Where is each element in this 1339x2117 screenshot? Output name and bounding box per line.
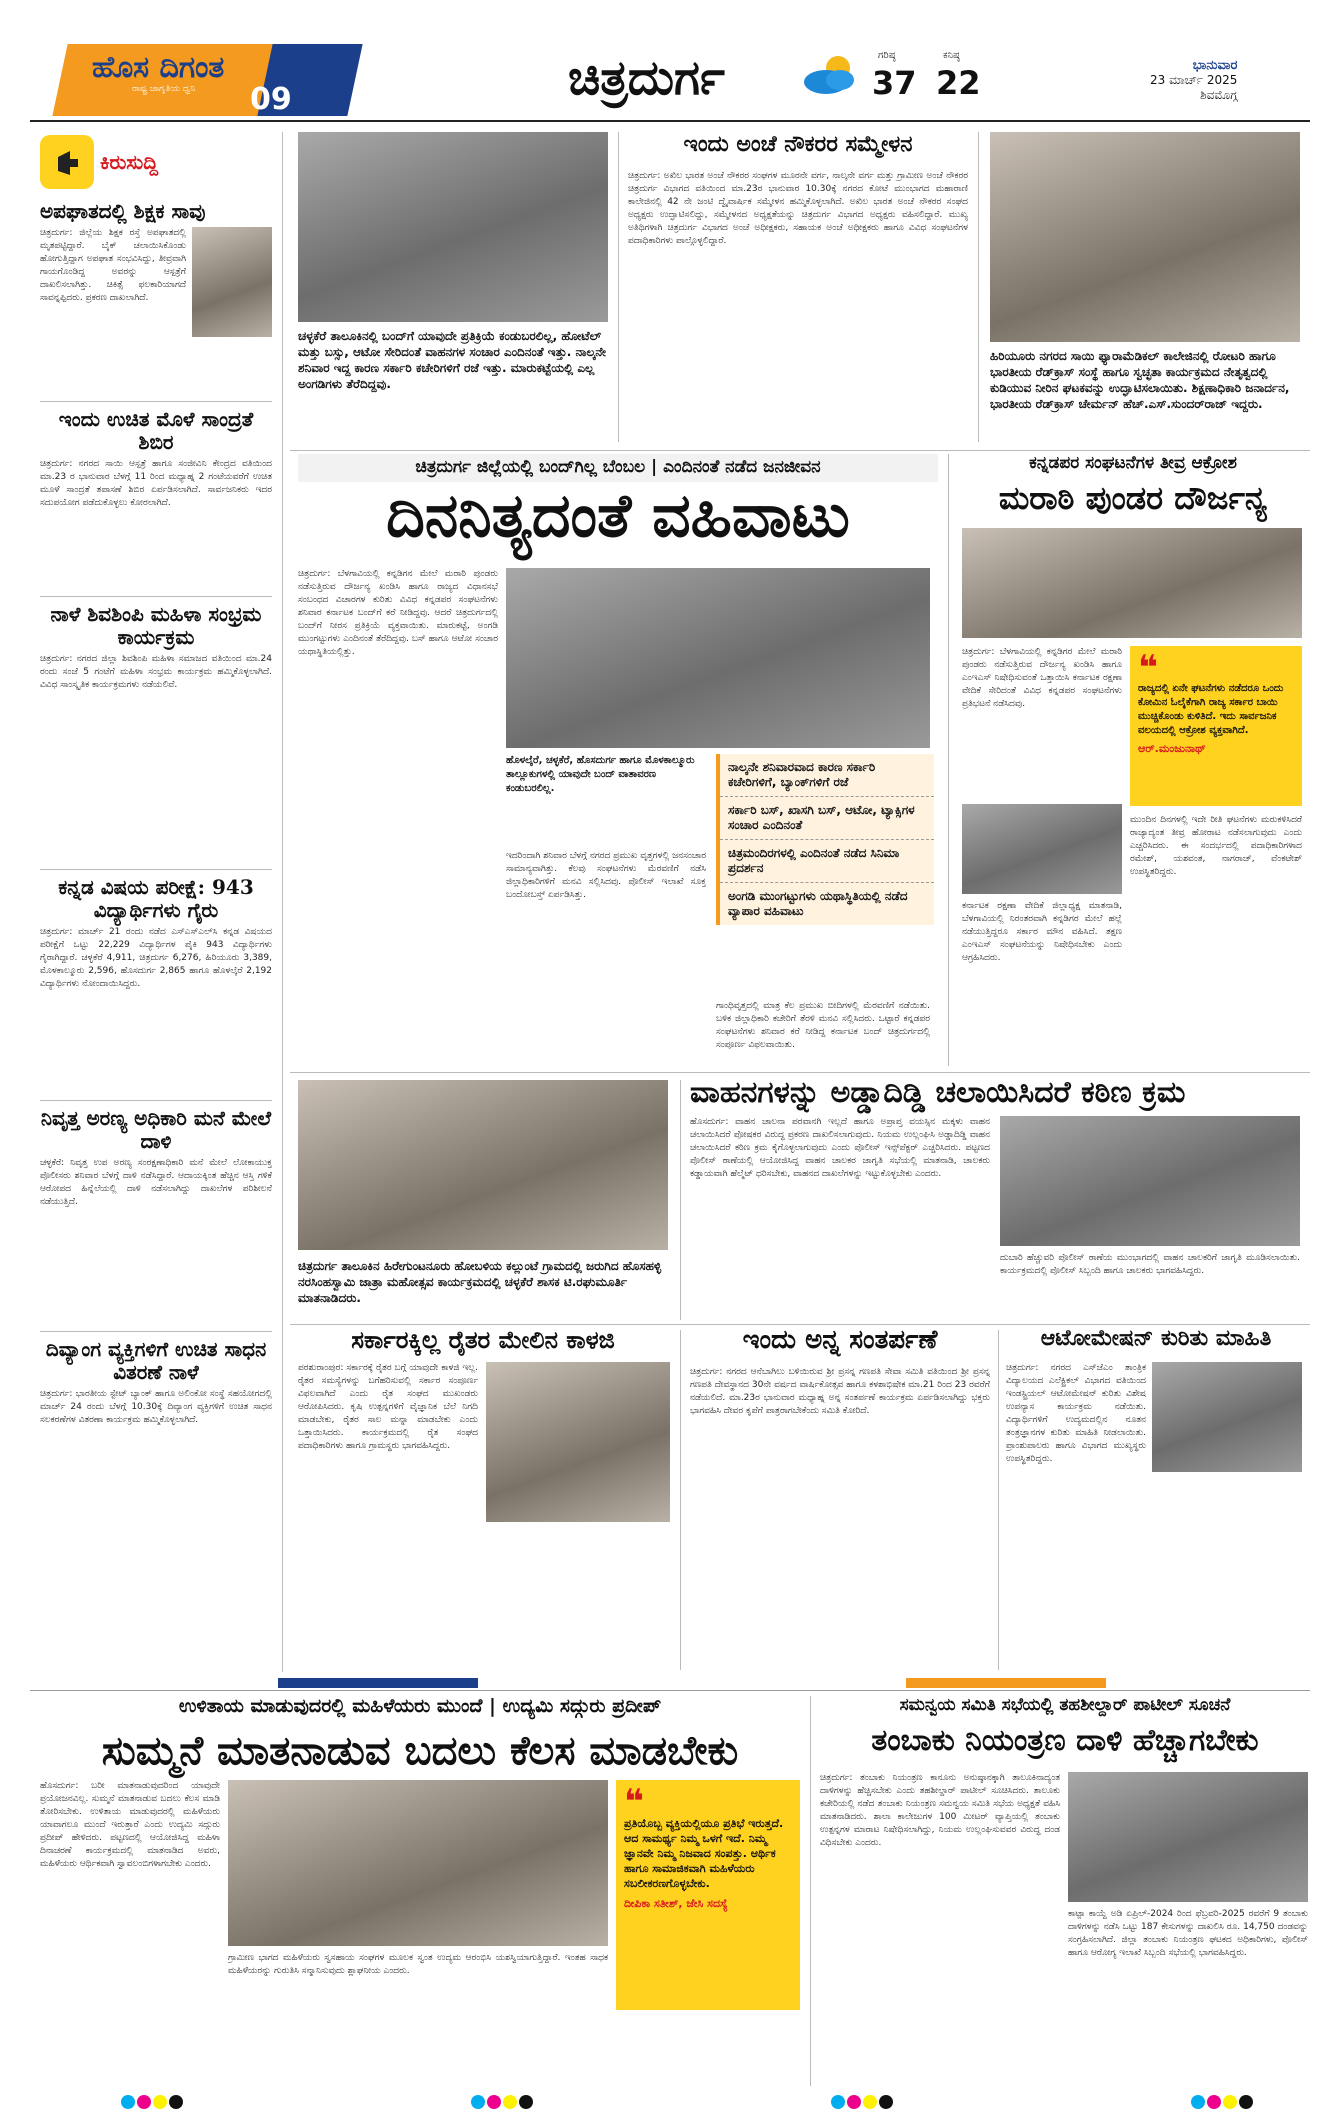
brief-item-body: ಚಳ್ಳಕೆರೆ: ನಿವೃತ್ತ ಉಪ ಅರಣ್ಯ ಸಂರಕ್ಷಣಾಧಿಕಾರಿ ಮನೆ ಮೇಲೆ ಲೋಕಾಯುಕ್ತ ಪೊಲೀಸರು ಶನಿವಾರ ಬೆಳಗ್ಗೆ ದಾಳಿ ನಡೆಸಿದ್ದಾರೆ. ಆದಾಯಕ್ಕಿಂತ ಹೆಚ್ಚಿನ ಆಸ್ತಿ ಗಳಿಕೆ ಆರೋಪದ ಹಿನ್ನೆಲೆಯಲ್ಲಿ ದಾಳಿ ನಡೆಸಲಾಗಿದ್ದು ದಾಖಲೆಗಳ ಪರಿಶೀಲನೆ ನಡೆಯುತ್ತಿದೆ. [40, 1158, 272, 1207]
brief-item-title: ನಿವೃತ್ತ ಅರಣ್ಯ ಅಧಿಕಾರಿ ಮನೆ ಮೇಲೆ ದಾಳಿ [40, 1106, 272, 1153]
automation-body: ಚಿತ್ರದುರ್ಗ: ನಗರದ ಎಸ್‌ಜೆಎಂ ತಾಂತ್ರಿಕ ವಿದ್ಯಾಲಯದ ಎಲೆಕ್ಟ್ರಿಕಲ್ ವಿಭಾಗದ ವತಿಯಿಂದ ಇಂಡಸ್ಟ್ರಿಯಲ್ ಆಟೋಮೇಷನ್ ಕುರಿತು ವಿಶೇಷ ಉಪನ್ಯಾಸ ಕಾರ್ಯಕ್ರಮ ನಡೆಯಿತು. ವಿದ್ಯಾರ್ಥಿಗಳಿಗೆ ಉದ್ಯಮದಲ್ಲಿನ ನೂತನ ತಂತ್ರಜ್ಞಾನಗಳ ಕುರಿತು ಮಾಹಿತಿ ನೀಡಲಾಯಿತು. ಪ್ರಾಂಶುಪಾಲರು ಹಾಗೂ ವಿಭಾಗದ ಮುಖ್ಯಸ್ಥರು ಉಪಸ್ಥಿತರಿದ್ದರು. [1006, 1363, 1146, 1464]
section-divider [30, 1690, 1310, 1691]
committee-meeting-photo [1068, 1772, 1308, 1902]
annadaan-body: ಚಿತ್ರದುರ್ಗ: ನಗರದ ಆನೆಬಾಗಿಲು ಬಳಿಯಿರುವ ಶ್ರೀ ಪ್ರಸನ್ನ ಗಣಪತಿ ಸೇವಾ ಸಮಿತಿ ವತಿಯಿಂದ ಶ್ರೀ ಪ್ರಸನ್ನ ಗಣಪತಿ ದೇವಸ್ಥಾನದ 30ನೇ ವರ್ಷದ ವಾರ್ಷಿಕೋತ್ಸವ ಹಾಗೂ ಕಳಶಾಭಿಷೇಕ ಮಾ.21 ರಿಂದ 23 ರವರೆಗೆ ನಡೆಯಲಿದೆ. ಮಾ.23ರ ಭಾನುವಾರ ಮಧ್ಯಾಹ್ನ ಅನ್ನ ಸಂತರ್ಪಣೆ ಕಾರ್ಯಕ್ರಮ ಏರ್ಪಡಿಸಲಾಗಿದ್ದು ಭಕ್ತರು ಭಾಗವಹಿಸಿ ದೇವರ ಕೃಪೆಗೆ ಪಾತ್ರರಾಗಬೇಕೆಂದು ಸಮಿತಿ ಕೋರಿದೆ. [690, 1367, 990, 1416]
issue-date: 23 ಮಾರ್ಚ್ 2025 [1150, 73, 1238, 87]
quote-text: ಪ್ರತಿಯೊಬ್ಬ ವ್ಯಕ್ತಿಯಲ್ಲಿಯೂ ಪ್ರತಿಭೆ ಇರುತ್ತದೆ. ಆದ ಸಾಮರ್ಥ್ಯ ನಿಮ್ಮ ಒಳಗೆ ಇದೆ. ನಿಮ್ಮ ಜ್ಞಾನವೇ ನಿಮ್ಮ ನಿಜವಾದ ಸಂಪತ್ತು. ಆರ್ಥಿಕ ಹಾಗೂ ಸಾಮಾಜಿಕವಾಗಿ ಮಹಿಳೆಯರು ಸಬಲೀಕರಣಗೊಳ್ಳಬೇಕು. [624, 1817, 784, 1890]
edition-city-title: ಚಿತ್ರದುರ್ಗ [568, 50, 725, 106]
max-temp: 37 [872, 64, 917, 102]
photo-caption: ಚಳ್ಳಕೆರೆ ತಾಲೂಕಿನಲ್ಲಿ ಬಂದ್‌ಗೆ ಯಾವುದೇ ಪ್ರತಿಕ್ರಿಯೆ ಕಂಡುಬರಲಿಲ್ಲ, ಹೋಟೆಲ್ ಮತ್ತು ಬಸ್ಸು, ಆಟೋ ಸೇರಿದಂತೆ ವಾಹನಗಳ ಸಂಚಾರ ಎಂದಿನಂತೆ ಇತ್ತು. ನಾಲ್ಕನೇ ಶನಿವಾರ ಇದ್ದ ಕಾರಣ ಸರ್ಕಾರಿ ಕಚೇರಿಗಳಿಗೆ ರಜೆ ಇತ್ತು. ಮಾರುಕಟ್ಟೆಯಲ್ಲಿ ಎಲ್ಲ ಅಂಗಡಿಗಳು ತೆರೆದಿದ್ದವು. [298, 329, 606, 391]
print-registration-marks [830, 2094, 894, 2113]
edition-name: ಶಿವಮೊಗ್ಗ [1200, 88, 1238, 102]
tobacco-body: ಚಿತ್ರದುರ್ಗ: ತಂಬಾಕು ನಿಯಂತ್ರಣ ಕಾನೂನು ಅನುಷ್ಠಾನಕ್ಕಾಗಿ ತಾಲೂಕಿನಾದ್ಯಂತ ದಾಳಿಗಳನ್ನು ಹೆಚ್ಚಿಸಬೇಕು ಎಂದು ತಹಶೀಲ್ದಾರ್ ಪಾಟೀಲ್ ಸೂಚಿಸಿದರು. ತಾಲೂಕು ಕಚೇರಿಯಲ್ಲಿ ನಡೆದ ತಂಬಾಕು ನಿಯಂತ್ರಣ ಸಮನ್ವಯ ಸಮಿತಿ ಸಭೆಯ ಅಧ್ಯಕ್ಷತೆ ವಹಿಸಿ ಮಾತನಾಡಿದರು. ಶಾಲಾ ಕಾಲೇಜುಗಳ 100 ಮೀಟರ್ ವ್ಯಾಪ್ತಿಯಲ್ಲಿ ತಂಬಾಕು ಉತ್ಪನ್ನಗಳ ಮಾರಾಟ ನಿಷೇಧಿಸಲಾಗಿದ್ದು, ನಿಯಮ ಉಲ್ಲಂಘಿಸುವವರ ವಿರುದ್ಧ ದಂಡ ವಿಧಿಸಬೇಕು ಎಂದರು. [820, 1773, 1060, 1848]
print-registration-marks [120, 2094, 184, 2113]
women-quote-box [616, 1780, 800, 2010]
megaphone-hand-icon [40, 135, 94, 189]
farmers-meeting-photo [486, 1362, 670, 1522]
lead-body-col3: ಗಾಂಧಿವೃತ್ತದಲ್ಲಿ ಮಾತ್ರ ಕೆಲ ಪ್ರಮುಖ ಬೀದಿಗಳಲ್ಲಿ ಮೆರವಣಿಗೆ ನಡೆಯಿತು. ಬಳಿಕ ಜಿಲ್ಲಾಧಿಕಾರಿ ಕಚೇರಿಗೆ ತೆರಳಿ ಮನವಿ ಸಲ್ಲಿಸಿದರು. ಒಟ್ಟಾರೆ ಕನ್ನಡಪರ ಸಂಘಟನೆಗಳು ಶನಿವಾರ ಕರೆ ನೀಡಿದ್ದ ಕರ್ನಾಟಕ ಬಂದ್ ಚಿತ್ರದುರ್ಗದಲ್ಲಿ ಸಂಪೂರ್ಣ ವಿಫಲವಾಯಿತು. [716, 1001, 930, 1050]
min-temp: 22 [936, 64, 981, 102]
farmers-body: ಪರಶುರಾಂಪುರ: ಸರ್ಕಾರಕ್ಕೆ ರೈತರ ಬಗ್ಗೆ ಯಾವುದೇ ಕಾಳಜಿ ಇಲ್ಲ. ರೈತರ ಸಮಸ್ಯೆಗಳನ್ನು ಬಗೆಹರಿಸುವಲ್ಲಿ ಸರ್ಕಾರ ಸಂಪೂರ್ಣ ವಿಫಲವಾಗಿದೆ ಎಂದು ರೈತ ಸಂಘದ ಮುಖಂಡರು ಆರೋಪಿಸಿದರು. ಕೃಷಿ ಉತ್ಪನ್ನಗಳಿಗೆ ವೈಜ್ಞಾನಿಕ ಬೆಲೆ ನಿಗದಿ ಮಾಡಬೇಕು, ರೈತರ ಸಾಲ ಮನ್ನಾ ಮಾಡಬೇಕು ಎಂದು ಒತ್ತಾಯಿಸಿದರು. ಕಾರ್ಯಕ್ರಮದಲ್ಲಿ ರೈತ ಸಂಘದ ಪದಾಧಿಕಾರಿಗಳು ಹಾಗೂ ಗ್ರಾಮಸ್ಥರು ಭಾಗವಹಿಸಿದ್ದರು. [298, 1363, 478, 1451]
section-divider [290, 450, 1310, 451]
vehicles-headline: ವಾಹನಗಳನ್ನು ಅಡ್ಡಾದಿಡ್ಡಿ ಚಲಾಯಿಸಿದರೆ ಕಠಿಣ ಕ್ರಮ [690, 1075, 1186, 1110]
brief-item-body: ಚಿತ್ರದುರ್ಗ: ನಗರದ ಜಿಲ್ಲಾ ಶಿವಶಿಂಪಿ ಮಹಿಳಾ ಸಮಾಜದ ವತಿಯಿಂದ ಮಾ.24 ರಂದು ಸಂಜೆ 5 ಗಂಟೆಗೆ ಮಹಿಳಾ ಸಂಭ್ರಮ ಕಾರ್ಯಕ್ರಮ ಹಮ್ಮಿಕೊಳ್ಳಲಾಗಿದೆ. ವಿವಿಧ ಸಾಂಸ್ಕೃತಿಕ ಕಾರ್ಯಕ್ರಮಗಳು ನಡೆಯಲಿವೆ. [40, 654, 272, 690]
column-divider [680, 1080, 681, 1320]
brief-item-title: ಇಂದು ಉಚಿತ ಮೊಳೆ ಸಾಂದ್ರತೆ ಶಿಬಿರ [58, 407, 254, 454]
vehicles-caption: ದುಬಾರಿ ಹೆಚ್ಚುವರಿ ಪೊಲೀಸ್ ಠಾಣೆಯ ಮುಂಭಾಗದಲ್ಲಿ ವಾಹನ ಚಾಲಕರಿಗೆ ಜಾಗೃತಿ ಮೂಡಿಸಲಾಯಿತು. ಕಾರ್ಯಕ್ರಮದಲ್ಲಿ ಪೊಲೀಸ್ ಸಿಬ್ಬಂದಿ ಹಾಗೂ ಚಾಲಕರು ಭಾಗವಹಿಸಿದ್ದರು. [1000, 1253, 1300, 1276]
date-block [1150, 58, 1237, 103]
print-registration-marks [1190, 2094, 1254, 2113]
quote-author: ಆರ್.ಮಂಜುನಾಥ್ [1138, 742, 1206, 755]
quote-mark-icon: ❝ [624, 1782, 644, 1822]
photo-caption: ಹಿರಿಯೂರು ನಗರದ ಸಾಯಿ ಫ್ಯಾರಾಮೆಡಿಕಲ್ ಕಾಲೇಜಿನಲ್ಲಿ ರೋಟರಿ ಹಾಗೂ ಭಾರತೀಯ ರೆಡ್‌ಕ್ರಾಸ್ ಸಂಸ್ಥೆ ಹಾಗೂ ಸ್ವಚ್ಛತಾ ಕಾರ್ಯಕ್ರಮದ ನೇತೃತ್ವದಲ್ಲಿ ಕುಡಿಯುವ ನೀರಿನ ಘಟಕವನ್ನು ಉದ್ಘಾಟಿಸಲಾಯಿತು. ಶಿಕ್ಷಣಾಧಿಕಾರಿ ಜನಾರ್ದನ, ಭಾರತೀಯ ರೆಡ್‌ಕ್ರಾಸ್ ಚೇರ್ಮನ್ ಹೆಚ್.ಎಸ್.ಸುಂದರ್‌ರಾಜ್ ಇದ್ದರು. [990, 349, 1290, 411]
brief-item [40, 401, 272, 588]
lead-headline: ದಿನನಿತ್ಯದಂತೆ ವಹಿವಾಟು [386, 481, 850, 551]
farmers-headline: ಸರ್ಕಾರಕ್ಕಿಲ್ಲ ರೈತರ ಮೇಲಿನ ಕಾಳಜಿ [351, 1325, 615, 1354]
lead-body-col2: ಇದರಿಂದಾಗಿ ಶನಿವಾರ ಬೆಳಗ್ಗೆ ನಗರದ ಪ್ರಮುಖ ವೃತ್ತಗಳಲ್ಲಿ ಜನಸಂಚಾರ ಸಾಮಾನ್ಯವಾಗಿತ್ತು. ಕೆಲವು ಸಂಘಟನೆಗಳು ಮೆರವಣಿಗೆ ನಡೆಸಿ ಜಿಲ್ಲಾಧಿಕಾರಿಗಳಿಗೆ ಮನವಿ ಸಲ್ಲಿಸಿದವು. ಪೊಲೀಸ್ ಇಲಾಖೆ ಸೂಕ್ತ ಬಂದೋಬಸ್ತ್ ಏರ್ಪಡಿಸಿತ್ತು. [506, 851, 706, 900]
postal-article-body: ಚಿತ್ರದುರ್ಗ: ಅಖಿಲ ಭಾರತ ಅಂಚೆ ನೌಕರರ ಸಂಘಗಳ ಮೂರನೇ ವರ್ಗ, ನಾಲ್ಕನೇ ವರ್ಗ ಮತ್ತು ಗ್ರಾಮೀಣ ಅಂಚೆ ನೌಕರರ ಚಿತ್ರದುರ್ಗ ವಿಭಾಗದ ವತಿಯಿಂದ ಮಾ.23ರ ಭಾನುವಾರ 10.30ಕ್ಕೆ ನಗರದ ಕೋಟೆ ಮುಂಭಾಗದ ಮಹಾರಾಣಿ ಕಾಲೇಜಿನಲ್ಲಿ 42 ನೇ ಜಂಟಿ ದ್ವೈವಾರ್ಷಿಕ ಸಮ್ಮೇಳನ ಹಮ್ಮಿಕೊಳ್ಳಲಾಗಿದೆ. ಅಖಿಲ ಭಾರತ ಅಂಚೆ ನೌಕರರ ಸಂಘದ ಅಧ್ಯಕ್ಷರು ಉದ್ಘಾಟಿಸಲಿದ್ದು, ಸಮ್ಮೇಳನದ ಅಧ್ಯಕ್ಷತೆಯನ್ನು ಚಿತ್ರದುರ್ಗ ವಿಭಾಗದ ಅಧ್ಯಕ್ಷರು ವಹಿಸಲಿದ್ದಾರೆ. ಮುಖ್ಯ ಅತಿಥಿಗಳಾಗಿ ಚಿತ್ರದುರ್ಗ ವಿಭಾಗದ ಅಂಚೆ ಅಧೀಕ್ಷಕರು, ಸಹಾಯಕ ಅಂಚೆ ಅಧೀಕ್ಷಕರು ಹಾಗೂ ವಿವಿಧ ಸಂಘಟನೆಗಳ ಪದಾಧಿಕಾರಿಗಳು ಪಾಲ್ಗೊಳ್ಳಲಿದ್ದಾರೆ. [628, 171, 968, 246]
protest-photo [962, 528, 1302, 638]
right-story-body3: ಮುಂದಿನ ದಿನಗಳಲ್ಲಿ ಇದೇ ರೀತಿ ಘಟನೆಗಳು ಮರುಕಳಿಸಿದರೆ ರಾಜ್ಯಾದ್ಯಂತ ತೀವ್ರ ಹೋರಾಟ ನಡೆಸಲಾಗುವುದು ಎಂದು ಎಚ್ಚರಿಸಿದರು. ಈ ಸಂದರ್ಭದಲ್ಲಿ ಪದಾಧಿಕಾರಿಗಳಾದ ರಮೇಶ್, ಯಶವಂತ, ನಾಗರಾಜ್, ವೆಂಕಟೇಶ್ ಉಪಸ್ಥಿತರಿದ್ದರು. [1130, 815, 1302, 877]
column-divider [948, 454, 949, 1066]
highlight-item: ನಾಲ್ಕನೇ ಶನಿವಾರವಾದ ಕಾರಣ ಸರ್ಕಾರಿ ಕಚೇರಿಗಳಿಗೆ, ಬ್ಯಾಂಕ್‌ಗಳಿಗೆ ರಜೆ [728, 760, 876, 789]
column-divider [998, 1330, 999, 1670]
tobacco-body2: ಕಾಟ್ಪಾ ಕಾಯ್ದೆ ಅಡಿ ಏಪ್ರಿಲ್-2024 ರಿಂದ ಫೆಬ್ರವರಿ-2025 ರವರೆಗೆ 9 ತಂಬಾಕು ದಾಳಿಗಳನ್ನು ನಡೆಸಿ ಒಟ್ಟು 187 ಕೇಸುಗಳನ್ನು ದಾಖಲಿಸಿ ರೂ. 14,750 ದಂಡವನ್ನು ಸಂಗ್ರಹಿಸಲಾಗಿದೆ. ಜಿಲ್ಲಾ ತಂಬಾಕು ನಿಯಂತ್ರಣ ಘಟಕದ ಅಧಿಕಾರಿಗಳು, ಪೊಲೀಸ್ ಹಾಗೂ ಆರೋಗ್ಯ ಇಲಾಖೆ ಸಿಬ್ಬಂದಿ ಸಭೆಯಲ್ಲಿ ಭಾಗವಹಿಸಿದ್ದರು. [1068, 1909, 1308, 1958]
town-market-photo [506, 568, 930, 748]
brief-news-header [40, 132, 272, 192]
brief-news-title: ಕಿರುಸುದ್ದಿ [100, 150, 159, 174]
column-divider [978, 132, 979, 442]
quote-author: ದೀಪಿಕಾ ಸತೀಶ್, ಜೇಸಿ ಸದಸ್ಯೆ [624, 1897, 728, 1910]
tobacco-headline: ತಂಬಾಕು ನಿಯಂತ್ರಣ ದಾಳಿ ಹೆಚ್ಚಾಗಬೇಕು [871, 1723, 1259, 1758]
photo-caption: ಚಿತ್ರದುರ್ಗ ತಾಲೂಕಿನ ಹಿರೇಗುಂಟನೂರು ಹೋಬಳಿಯ ಕಲ್ಲುಂಟೆ ಗ್ರಾಮದಲ್ಲಿ ಜರುಗಿದ ಹೊಸಹಳ್ಳಿ ನರಸಿಂಹಸ್ವಾಮಿ ಜಾತ್ರಾ ಮಹೋತ್ಸವ ಕಾರ್ಯಕ್ರಮದಲ್ಲಿ ಚಳ್ಳಕೆರೆ ಶಾಸಕ ಟಿ.ರಘುಮೂರ್ತಿ ಮಾತನಾಡಿದರು. [298, 1259, 662, 1305]
lecture-photo [1152, 1362, 1302, 1472]
column-divider [810, 1696, 811, 2086]
women-kicker: ಉಳಿತಾಯ ಮಾಡುವುದರಲ್ಲಿ ಮಹಿಳೆಯರು ಮುಂದೆ | ಉದ್ಯಮಿ ಸದ್ಗುರು ಪ್ರದೀಪ್ [178, 1695, 662, 1717]
right-story-headline: ಮರಾಠಿ ಪುಂಡರ ದೌರ್ಜನ್ಯ [998, 479, 1268, 517]
brief-item [40, 1331, 272, 1498]
page-number: 09 [250, 82, 292, 117]
annadaan-headline: ಇಂದು ಅನ್ನ ಸಂತರ್ಪಣೆ [742, 1325, 938, 1355]
brief-item-body: ಚಿತ್ರದುರ್ಗ: ಭಾರತೀಯ ಸ್ಟೇಟ್ ಬ್ಯಾಂಕ್ ಹಾಗೂ ಅಲಿಂಕೋ ಸಂಸ್ಥೆ ಸಹಯೋಗದಲ್ಲಿ ಮಾರ್ಚ್ 24 ರಂದು ಬೆಳಗ್ಗೆ 10.30ಕ್ಕೆ ದಿವ್ಯಾಂಗ ವ್ಯಕ್ತಿಗಳಿಗೆ ಉಚಿತ ಸಾಧನ ಸಲಕರಣೆಗಳ ವಿತರಣಾ ಕಾರ್ಯಕ್ರಮ ಹಮ್ಮಿಕೊಳ್ಳಲಾಗಿದೆ. [40, 1389, 272, 1425]
newspaper-logo: ಹೊಸ ದಿಗಂತ [92, 50, 225, 85]
quote-box [1130, 646, 1302, 806]
vehicles-body: ಹೊಸದುರ್ಗ: ವಾಹನ ಚಾಲನಾ ಪರವಾನಗಿ ಇಲ್ಲದೆ ಹಾಗೂ ಅಪ್ರಾಪ್ತ ವಯಸ್ಸಿನ ಮಕ್ಕಳು ವಾಹನ ಚಲಾಯಿಸಿದರೆ ಪೋಷಕರ ವಿರುದ್ಧ ಪ್ರಕರಣ ದಾಖಲಿಸಲಾಗುವುದು. ನಿಯಮ ಉಲ್ಲಂಘಿಸಿ ಅಡ್ಡಾದಿಡ್ಡಿ ವಾಹನ ಚಲಾಯಿಸಿದರೆ ಕಠಿಣ ಕ್ರಮ ಕೈಗೊಳ್ಳಲಾಗುವುದು ಎಂದು ಪೊಲೀಸ್ ಇನ್ಸ್‌ಪೆಕ್ಟರ್ ಎಚ್ಚರಿಸಿದರು. ಪಟ್ಟಣದ ಪೊಲೀಸ್ ಠಾಣೆಯಲ್ಲಿ ಆಯೋಜಿಸಿದ್ದ ವಾಹನ ಚಾಲಕರ ಜಾಗೃತಿ ಸಭೆಯಲ್ಲಿ ಮಾತನಾಡಿ, ಚಾಲಕರು ಕಡ್ಡಾಯವಾಗಿ ಹೆಲ್ಮೆಟ್ ಧರಿಸಬೇಕು, ವಾಹನದ ದಾಖಲೆಗಳನ್ನು ಇಟ್ಟುಕೊಳ್ಳಬೇಕು ಎಂದರು. [690, 1117, 990, 1179]
print-registration-marks [470, 2094, 534, 2113]
brief-item-body: ಚಿತ್ರದುರ್ಗ: ಜಿಲ್ಲೆಯ ಶಿಕ್ಷಕ ರಸ್ತೆ ಅಪಘಾತದಲ್ಲಿ ಮೃತಪಟ್ಟಿದ್ದಾರೆ. ಬೈಕ್ ಚಲಾಯಿಸಿಕೊಂಡು ಹೋಗುತ್ತಿದ್ದಾಗ ಅಪಘಾತ ಸಂಭವಿಸಿದ್ದು, ತೀವ್ರವಾಗಿ ಗಾಯಗೊಂಡಿದ್ದ ಅವರನ್ನು ಆಸ್ಪತ್ರೆಗೆ ದಾಖಲಿಸಲಾಗಿತ್ತು. ಚಿಕಿತ್ಸೆ ಫಲಕಾರಿಯಾಗದೆ ಸಾವನ್ನಪ್ಪಿದರು. ಪ್ರಕರಣ ದಾಖಲಾಗಿದೆ. [40, 228, 186, 303]
highlight-item: ಸರ್ಕಾರಿ ಬಸ್, ಖಾಸಗಿ ಬಸ್, ಆಟೋ, ಟ್ಯಾಕ್ಸಿಗಳ ಸಂಚಾರ ಎಂದಿನಂತೆ [720, 796, 934, 839]
brief-item-title: ಅಪಘಾತದಲ್ಲಿ ಶಿಕ್ಷಕ ಸಾವು [40, 199, 206, 223]
postal-headline: ಇಂದು ಅಂಚೆ ನೌಕರರ ಸಮ್ಮೇಳನ [683, 131, 913, 157]
section-divider [290, 1072, 1310, 1073]
column-divider [680, 1330, 681, 1670]
temple-festival-photo [298, 1080, 668, 1250]
women-body: ಹೊಸದುರ್ಗ: ಬರೀ ಮಾತನಾಡುವುದರಿಂದ ಯಾವುದೇ ಪ್ರಯೋಜನವಿಲ್ಲ. ಸುಮ್ಮನೆ ಮಾತನಾಡುವ ಬದಲು ಕೆಲಸ ಮಾಡಿ ತೋರಿಸಬೇಕು. ಉಳಿತಾಯ ಮಾಡುವುದರಲ್ಲಿ ಮಹಿಳೆಯರು ಯಾವಾಗಲೂ ಮುಂದೆ ಇರುತ್ತಾರೆ ಎಂದು ಉದ್ಯಮಿ ಸದ್ಗುರು ಪ್ರದೀಪ್ ಹೇಳಿದರು. ಪಟ್ಟಣದಲ್ಲಿ ಆಯೋಜಿಸಿದ್ದ ಮಹಿಳಾ ದಿನಾಚರಣೆ ಕಾರ್ಯಕ್ರಮದಲ್ಲಿ ಮಾತನಾಡಿದ ಅವರು, ಮಹಿಳೆಯರು ಆರ್ಥಿಕವಾಗಿ ಸ್ವಾವಲಂಬಿಗಳಾಗಬೇಕು ಎಂದರು. [40, 1781, 220, 1869]
tobacco-kicker: ಸಮನ್ವಯ ಸಮಿತಿ ಸಭೆಯಲ್ಲಿ ತಹಶೀಲ್ದಾರ್ ಪಾಟೀಲ್ ಸೂಚನೆ [899, 1695, 1231, 1715]
teacher-photo [192, 227, 272, 337]
highlight-item: ಚಿತ್ರಮಂದಿರಗಳಲ್ಲಿ ಎಂದಿನಂತೆ ನಡೆದ ಸಿನಿಮಾ ಪ್ರದರ್ಶನ [720, 839, 934, 882]
quote-mark-icon: ❝ [1138, 648, 1158, 688]
color-strip-blue [278, 1678, 478, 1688]
color-strip-orange [906, 1678, 1106, 1688]
brief-news-column [40, 132, 272, 1617]
brief-item [40, 200, 272, 377]
brief-item-body: ಚಿತ್ರದುರ್ಗ: ಮಾರ್ಚ್ 21 ರಂದು ನಡೆದ ಎಸ್‌ಎಸ್‌ಎಲ್‌ಸಿ ಕನ್ನಡ ವಿಷಯದ ಪರೀಕ್ಷೆಗೆ ಒಟ್ಟು 22,229 ವಿದ್ಯಾರ್ಥಿಗಳ ಪೈಕಿ 943 ವಿದ್ಯಾರ್ಥಿಗಳು ಗೈರಾಗಿದ್ದಾರೆ. ಚಳ್ಳಕೆರೆ 4,911, ಚಿತ್ರದುರ್ಗ 6,276, ಹಿರಿಯೂರು 3,389, ಮೊಳಕಾಲ್ಮೂರು 2,596, ಹೊಸದುರ್ಗ 2,865 ಹಾಗೂ ಹೊಳಲ್ಕೆರೆ 2,192 ವಿದ್ಯಾರ್ಥಿಗಳು ನೋಂದಾಯಿಸಿದ್ದರು. [40, 927, 272, 989]
brief-item-title: ಕನ್ನಡ ವಿಷಯ ಪರೀಕ್ಷೆ: 943 ವಿದ್ಯಾರ್ಥಿಗಳು ಗೈರು [58, 875, 254, 922]
highlight-item: ಅಂಗಡಿ ಮುಂಗಟ್ಟುಗಳು ಯಥಾಸ್ಥಿತಿಯಲ್ಲಿ ನಡೆದ ವ್ಯಾಪಾರ ವಹಿವಾಟು [720, 882, 934, 925]
memorandum-photo [962, 804, 1122, 894]
brief-item [40, 596, 272, 861]
weather-cloud-sun-icon [800, 50, 860, 100]
quote-text: ರಾಜ್ಯದಲ್ಲಿ ಏನೇ ಘಟನೆಗಳು ನಡೆದರೂ ಒಂದು ಕೋಮಿನ ಓಲೈಕೆಗಾಗಿ ರಾಜ್ಯ ಸರ್ಕಾರ ಬಾಯಿ ಮುಚ್ಚಿಕೊಂಡು ಕುಳಿತಿದೆ. ಇದು ಸಾರ್ವಜನಿಕ ವಲಯದಲ್ಲಿ ಆಕ್ರೋಶ ವ್ಯಕ್ತವಾಗಿದೆ. [1138, 683, 1284, 736]
bandh-street-photo [298, 132, 608, 322]
column-divider [282, 132, 283, 1672]
women-body2: ಗ್ರಾಮೀಣ ಭಾಗದ ಮಹಿಳೆಯರು ಸ್ವಸಹಾಯ ಸಂಘಗಳ ಮೂಲಕ ಸ್ವಂತ ಉದ್ಯಮ ಆರಂಭಿಸಿ ಯಶಸ್ವಿಯಾಗುತ್ತಿದ್ದಾರೆ. ಇಂತಹ ಸಾಧಕ ಮಹಿಳೆಯರನ್ನು ಗುರುತಿಸಿ ಸನ್ಮಾನಿಸುವುದು ಶ್ಲಾಘನೀಯ ಎಂದರು. [228, 1953, 608, 1976]
max-temp-label: ಗರಿಷ್ಠ [878, 50, 896, 61]
photo-caption: ಹೊಳಲ್ಕೆರೆ, ಚಳ್ಳಕೆರೆ, ಹೊಸದುರ್ಗ ಹಾಗೂ ಮೊಳಕಾಲ್ಮೂರು ತಾಲ್ಲೂಕುಗಳಲ್ಲಿ ಯಾವುದೇ ಬಂದ್ ವಾತಾವರಣ ಕಂಡುಬರಲಿಲ್ಲ. [506, 755, 695, 794]
right-story-body1: ಚಿತ್ರದುರ್ಗ: ಬೆಳಗಾವಿಯಲ್ಲಿ ಕನ್ನಡಿಗರ ಮೇಲೆ ಮರಾಠಿ ಪುಂಡರು ನಡೆಸುತ್ತಿರುವ ದೌರ್ಜನ್ಯ ಖಂಡಿಸಿ ಹಾಗೂ ಎಂಇಎಸ್ ನಿಷೇಧಿಸುವಂತೆ ಒತ್ತಾಯಿಸಿ ಕರ್ನಾಟಕ ರಕ್ಷಣಾ ವೇದಿಕೆ ಸೇರಿದಂತೆ ವಿವಿಧ ಕನ್ನಡಪರ ಸಂಘಟನೆಗಳು ಪ್ರತಿಭಟನೆ ನಡೆಸಿದವು. [962, 647, 1122, 709]
traffic-awareness-photo [1000, 1116, 1300, 1246]
lead-highlights [716, 754, 934, 925]
brief-item-body: ಚಿತ್ರದುರ್ಗ: ನಗರದ ಸಾಯಿ ಆಸ್ಪತ್ರೆ ಹಾಗೂ ಸಂಜೀವಿನಿ ಕೇಂದ್ರದ ವತಿಯಿಂದ ಮಾ.23 ರ ಭಾನುವಾರ ಬೆಳಗ್ಗೆ 11 ರಿಂದ ಮಧ್ಯಾಹ್ನ 2 ಗಂಟೆಯವರೆಗೆ ಉಚಿತ ಮೂಳೆ ಸಾಂದ್ರತೆ ತಪಾಸಣೆ ಶಿಬಿರ ಏರ್ಪಡಿಸಲಾಗಿದೆ. ಸಾರ್ವಜನಿಕರು ಇದರ ಸದುಪಯೋಗ ಪಡೆದುಕೊಳ್ಳಲು ಕೋರಲಾಗಿದೆ. [40, 459, 272, 508]
brief-item [40, 869, 272, 1092]
min-temp-label: ಕನಿಷ್ಠ [943, 50, 960, 61]
right-story-body2: ಕರ್ನಾಟಕ ರಕ್ಷಣಾ ವೇದಿಕೆ ಜಿಲ್ಲಾಧ್ಯಕ್ಷ ಮಾತನಾಡಿ, ಬೆಳಗಾವಿಯಲ್ಲಿ ನಿರಂತರವಾಗಿ ಕನ್ನಡಿಗರ ಮೇಲೆ ಹಲ್ಲೆ ನಡೆಯುತ್ತಿದ್ದರೂ ಸರ್ಕಾರ ಮೌನ ವಹಿಸಿದೆ. ತಕ್ಷಣ ಎಂಇಎಸ್ ಸಂಘಟನೆಯನ್ನು ನಿಷೇಧಿಸಬೇಕು ಎಂದು ಆಗ್ರಹಿಸಿದರು. [962, 901, 1122, 963]
column-divider [618, 132, 619, 442]
women-felicitation-photo [228, 1780, 608, 1946]
lead-body-col1: ಚಿತ್ರದುರ್ಗ: ಬೆಳಗಾವಿಯಲ್ಲಿ ಕನ್ನಡಿಗನ ಮೇಲೆ ಮರಾಠಿ ಪುಂಡರು ನಡೆಸುತ್ತಿರುವ ದೌರ್ಜನ್ಯ ಖಂಡಿಸಿ ಹಾಗೂ ರಾಜ್ಯದ ವಿಧಾನಸಭೆ ಸಂಬಂಧದ ವಿಚಾರಗಳ ಕುರಿತು ವಿವಿಧ ಕನ್ನಡಪರ ಸಂಘಟನೆಗಳು ಶನಿವಾರ ಕರ್ನಾಟಕ ಬಂದ್‌ಗೆ ಕರೆ ನೀಡಿದ್ದವು. ಆದರೆ ಚಿತ್ರದುರ್ಗದಲ್ಲಿ ಬಂದ್‌ಗೆ ನೀರಸ ಪ್ರತಿಕ್ರಿಯೆ ವ್ಯಕ್ತವಾಯಿತು. ಮಾರುಕಟ್ಟೆ, ಅಂಗಡಿ ಮುಂಗಟ್ಟುಗಳು ಎಂದಿನಂತೆ ತೆರೆದಿದ್ದವು. ಬಸ್ ಹಾಗೂ ಆಟೋ ಸಂಚಾರ ಯಥಾಸ್ಥಿತಿಯಲ್ಲಿತ್ತು. [298, 569, 498, 657]
logo-tagline: ರಾಷ್ಟ್ರ ಜಾಗೃತಿಯ ಧ್ವನಿ [132, 84, 196, 94]
women-headline: ಸುಮ್ಮನೆ ಮಾತನಾಡುವ ಬದಲು ಕೆಲಸ ಮಾಡಬೇಕು [101, 1727, 739, 1774]
brief-item-title: ದಿವ್ಯಾಂಗ ವ್ಯಕ್ತಿಗಳಿಗೆ ಉಚಿತ ಸಾಧನ ವಿತರಣೆ ನಾಳೆ [45, 1337, 267, 1384]
brief-item-title: ನಾಳೆ ಶಿವಶಿಂಪಿ ಮಹಿಳಾ ಸಂಭ್ರಮ ಕಾರ್ಯಕ್ರಮ [50, 602, 262, 649]
brief-item [40, 1100, 272, 1323]
water-unit-inauguration-photo [990, 132, 1300, 342]
lead-kicker: ಚಿತ್ರದುರ್ಗ ಜಿಲ್ಲೆಯಲ್ಲಿ ಬಂದ್‌ಗಿಲ್ಲ ಬೆಂಬಲ | ಎಂದಿನಂತೆ ನಡೆದ ಜನಜೀವನ [298, 454, 938, 482]
day-name: ಭಾನುವಾರ [1192, 58, 1238, 73]
masthead-rule [30, 120, 1310, 122]
automation-headline: ಆಟೋಮೇಷನ್ ಕುರಿತು ಮಾಹಿತಿ [1040, 1325, 1272, 1351]
right-story-kicker: ಕನ್ನಡಪರ ಸಂಘಟನೆಗಳ ತೀವ್ರ ಆಕ್ರೋಶ [1029, 453, 1237, 473]
